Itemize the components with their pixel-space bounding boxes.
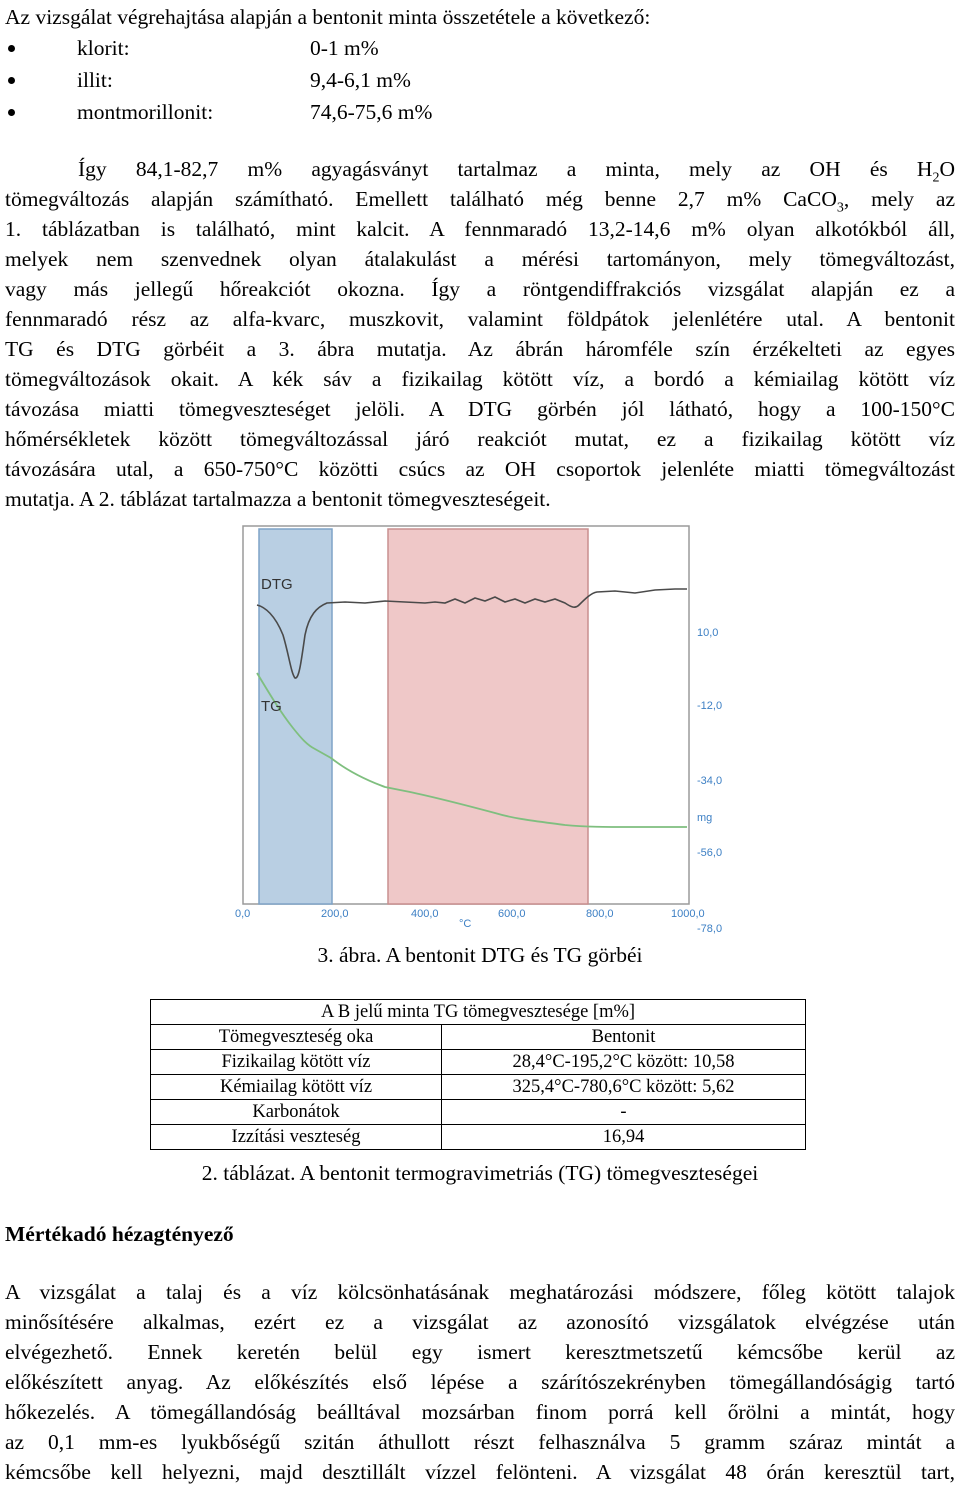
paragraph-line: vagy más jellegű hőreakciót okozna. Így a röntgendiffrakciós vizsgálat alapján ez a <box>5 277 955 301</box>
right-axis-tick: -12,0 <box>697 700 723 712</box>
paragraph-line: A vizsgálat a talaj és a víz kölcsönhatásának meghatározási módszere, főleg kötött talajok <box>5 1280 955 1304</box>
paragraph-line: hőmérsékletek között tömegváltozással járó reakciót mutat, ez a fizikailag kötött víz <box>5 427 955 451</box>
mineral-name: illit: <box>77 68 113 92</box>
table-title: A B jelű minta TG tömegvesztesége [m%] <box>151 1000 806 1025</box>
mineral-name: montmorillonit: <box>77 100 214 124</box>
paragraph-line: kémcsőbe kell helyezni, majd desztillált vízzel felönteni. A vizsgálat 48 órán keresztül tart, <box>5 1460 955 1484</box>
paragraph-line: tömegváltozások okait. A kék sáv a fizikailag kötött víz, a bordó a kémiailag kötött víz <box>5 367 955 391</box>
paragraph-line: előkészített anyag. Az előkészítés első lépése a szárítószekrényben tömegállandóságig tartó <box>5 1370 955 1394</box>
paragraph-line: az 0,1 mm-es lyukbőségű szitán áthullott részt felhasználva 5 gramm száraz mintát a <box>5 1430 955 1454</box>
x-axis-tick: 400,0 <box>411 908 439 920</box>
table-header-cell: Tömegveszteség oka <box>151 1025 442 1050</box>
table-row <box>151 1075 806 1100</box>
tg-curve-label: TG <box>261 698 282 715</box>
paragraph-line: TG és DTG görbéit a 3. ábra mutatja. Az ábrán háromféle szín érzékelteti az egyes <box>5 337 955 361</box>
x-axis-tick: 200,0 <box>321 908 349 920</box>
right-axis-tick: -78,0 <box>697 923 723 935</box>
section-heading: Mértékadó hézagtényező <box>5 1222 234 1246</box>
table-row <box>151 1100 806 1125</box>
bullet-icon <box>8 45 15 52</box>
table-row <box>151 1050 806 1075</box>
dtg-curve-label: DTG <box>261 576 293 593</box>
paragraph-line: 1. táblázatban is található, mint kalcit. A fennmaradó 13,2-14,6 m% olyan alkotókból áll, <box>5 217 955 241</box>
paragraph-line: elvégezhető. Ennek keretén belül egy ismert keresztmetszetű kémcsőbe kerül az <box>5 1340 955 1364</box>
tg-dtg-figure <box>235 523 725 935</box>
table-cell: 28,4°C-195,2°C között: 10,58 <box>442 1050 806 1075</box>
chemically-bound-water-band <box>388 529 588 904</box>
mineral-value: 74,6-75,6 m% <box>310 100 433 124</box>
table-cell: 325,4°C-780,6°C között: 5,62 <box>442 1075 806 1100</box>
mineral-value: 0-1 m% <box>310 36 379 60</box>
bullet-icon <box>8 109 15 116</box>
x-axis-tick: 0,0 <box>235 908 251 920</box>
table-row <box>151 1125 806 1150</box>
right-axis-tick: -56,0 <box>697 847 723 859</box>
paragraph-line: Így 84,1-82,7 m% agyagásványt tartalmaz a minta, mely az OH és $H_2O$ <box>78 157 955 186</box>
table-cell: - <box>442 1100 806 1125</box>
paragraph-line: távozása miatti tömegveszteséget jelöli. A DTG görbén jól látható, hogy a 100-150°C <box>5 397 955 421</box>
intro-line: Az vizsgálat végrehajtása alapján a bentonit minta összetétele a következő: <box>5 5 651 29</box>
mass-loss-table <box>150 999 806 1150</box>
mineral-value: 9,4-6,1 m% <box>310 68 411 92</box>
right-axis-tick: -34,0 <box>697 775 723 787</box>
mineral-name: klorit: <box>77 36 130 60</box>
table-cell: Karbonátok <box>151 1100 442 1125</box>
bullet-icon <box>8 77 15 84</box>
x-axis-tick: 800,0 <box>586 908 614 920</box>
table-cell: Fizikailag kötött víz <box>151 1050 442 1075</box>
table-header-cell: Bentonit <box>442 1025 806 1050</box>
right-axis-tick: 10,0 <box>697 627 719 639</box>
paragraph-line: hőkezelés. A tömegállandóság beálltával mozsárban finom porrá kell őrölni a mintát, hogy <box>5 1400 955 1424</box>
table-cell: Kémiailag kötött víz <box>151 1075 442 1100</box>
table-caption: 2. táblázat. A bentonit termogravimetriás (TG) tömegveszteségei <box>201 1161 759 1185</box>
x-axis-tick: 1000,0 <box>671 908 705 920</box>
table-cell: 16,94 <box>442 1125 806 1150</box>
paragraph-line: minősítésére alkalmas, ezért ez a vizsgálat az azonosító vizsgálatok elvégzése után <box>5 1310 955 1334</box>
x-axis-unit: °C <box>459 918 472 930</box>
x-axis-tick: 600,0 <box>498 908 526 920</box>
paragraph-line: mutatja. A 2. táblázat tartalmazza a bentonit tömegveszteségeit. <box>5 487 551 511</box>
paragraph-line: melyek nem szenvednek olyan átalakulást a mérési tartományon, mely tömegváltozást, <box>5 247 955 271</box>
right-axis-unit: mg <box>697 812 713 824</box>
table-header-row <box>151 1025 806 1050</box>
figure-caption: 3. ábra. A bentonit DTG és TG görbéi <box>317 943 643 967</box>
table-title-row <box>151 1000 806 1025</box>
table-cell: Izzítási veszteség <box>151 1125 442 1150</box>
paragraph-line: tömegváltozás alapján számítható. Emellett található még benne 2,7 m% CaCO$_3$, mely az <box>5 187 955 216</box>
paragraph-line: távozására utal, a 650-750°C közötti csúcs az OH csoportok jelenléte miatti tömegváltozást <box>5 457 955 481</box>
paragraph-line: fennmaradó rész az alfa-kvarc, muszkovit, valamint földpátok jelenlétére utal. A bentonit <box>5 307 955 331</box>
tg-dtg-plot <box>235 523 725 935</box>
